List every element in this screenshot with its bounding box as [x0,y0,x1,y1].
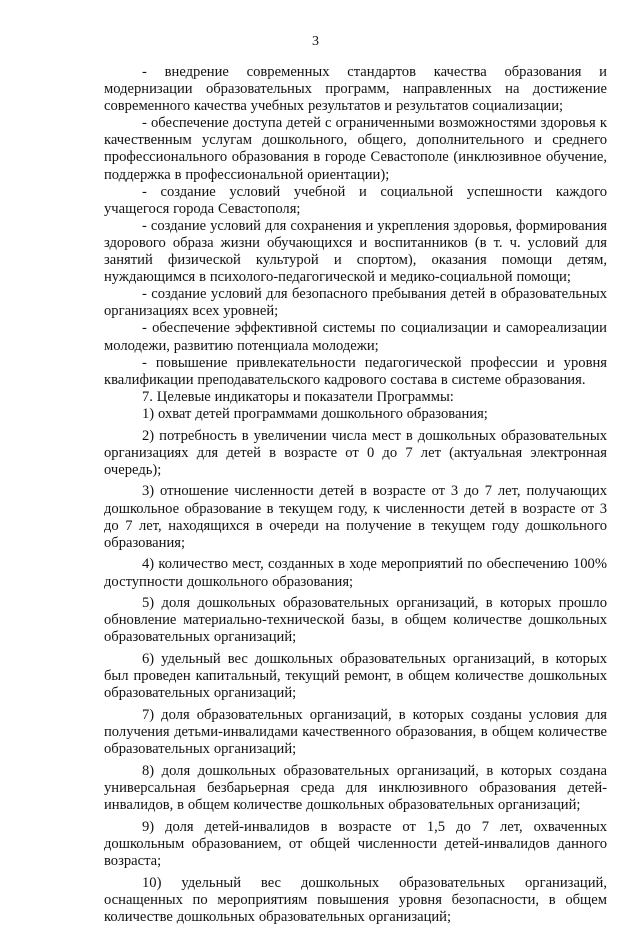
indicator-item: 1) охват детей программами дошкольного образования; [142,405,488,422]
bullet-item: - создание условий для безопасного пребывания детей в образовательных организациях всех уровней; [104,286,607,320]
page-number: 3 [312,34,319,49]
bullet-item: - обеспечение эффективной системы по социализации и самореализации молодежи, развитию потенциала молодежи; [104,320,607,354]
indicator-item: 10) удельный вес дошкольных образовательных организаций, оснащенных по мероприятиям повышения уровня безопасности, в общем количестве дошкольных образовательных организаций; [104,874,607,925]
bullet-item: - создание условий для сохранения и укрепления здоровья, формирования здорового образа жизни обучающихся и воспитанников (в т. ч. условий для занятий физической культурой и спортом), оказания помощи детям, нуждающимся в психолого-педагогической и медико-социальной помощи; [104,217,607,286]
indicator-item: 3) отношение численности детей в возрасте от 3 до 7 лет, получающих дошкольное образование в текущем году, к численности детей в возрасте от 3 до 7 лет, находящихся в очереди на получение в текущем году дошкольного образования; [104,483,607,551]
section-heading: 7. Целевые индикаторы и показатели Программы: [142,388,454,405]
indicator-item: 6) удельный вес дошкольных образовательных организаций, в которых был проведен капитальный, текущий ремонт, в общем количестве дошкольных образовательных организаций; [104,651,607,702]
bullet-item: - обеспечение доступа детей с ограниченными возможностями здоровья к качественным услугам дошкольного, общего, дополнительного и среднего профессионального образования в городе Севастополе (инклюзивное обучение, поддержка в профессиональной ориентации); [104,115,607,183]
bullet-item: - внедрение современных стандартов качества образования и модернизации образовательных программ, направленных на достижение современного качества учебных результатов и результатов социализации; [104,64,607,115]
bullet-item: - повышение привлекательности педагогической профессии и уровня квалификации преподавательского кадрового состава в системе образования. [104,354,607,388]
indicator-item: 8) доля дошкольных образовательных организаций, в которых создана универсальная безбарьерная среда для инклюзивного образования детей-инвалидов, в общем количестве дошкольных образовательных организаций; [104,762,607,813]
indicator-item: 2) потребность в увеличении числа мест в дошкольных образовательных организациях для детей в возрасте от 0 до 7 лет (актуальная электронная очередь); [104,427,607,478]
document-body [104,64,607,926]
indicator-item: 4) количество мест, созданных в ходе мероприятий по обеспечению 100% доступности дошкольного образования; [104,556,607,590]
bullet-item: - создание условий учебной и социальной успешности каждого учащегося города Севастополя; [104,183,607,217]
indicator-item: 7) доля образовательных организаций, в которых созданы условия для получения детьми-инвалидами качественного образования, в общем количестве образовательных организаций; [104,706,607,758]
indicator-item: 5) доля дошкольных образовательных организаций, в которых прошло обновление материально-технической базы, в общем количестве дошкольных образовательных организаций; [104,595,607,646]
indicator-item: 9) доля детей-инвалидов в возрасте от 1,5 до 7 лет, охваченных дошкольным образованием, от общей численности детей-инвалидов данного возраста; [104,818,607,869]
